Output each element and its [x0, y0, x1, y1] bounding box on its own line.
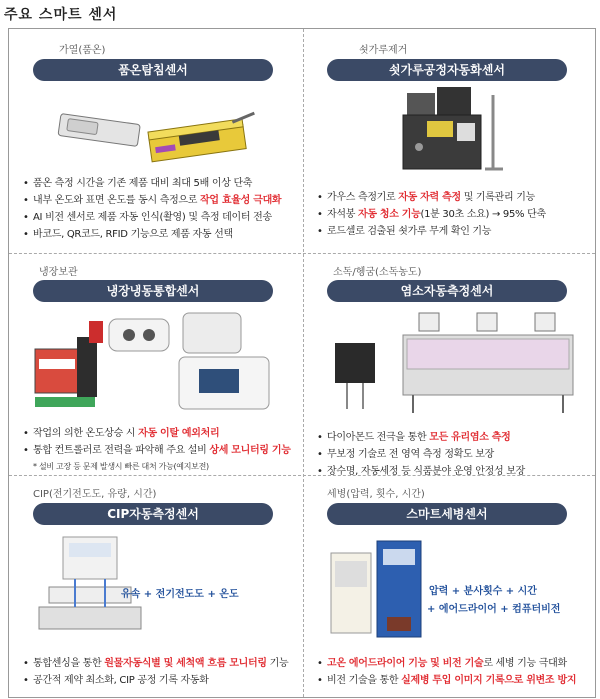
feature-item: • 품온 측정 시간을 기존 제품 대비 최대 5배 이상 단축 — [23, 175, 295, 192]
bottle-washer-illustration — [327, 533, 427, 645]
sensor-card-probe — [9, 29, 301, 253]
sensor-card-refrigeration — [9, 253, 301, 475]
sensor-card-chlorine — [303, 253, 595, 475]
highlight-text: 자동 이탈 예외처리 — [138, 428, 220, 439]
feature-list — [317, 429, 589, 475]
feature-item: • 무보정 기술로 전 영역 측정 정확도 보장 — [317, 446, 589, 463]
feature-item: • 로드셀로 검출된 쇳가루 무게 확인 기능 — [317, 223, 589, 240]
caption-line: 압력 + 분사횟수 + 시간 — [429, 586, 537, 597]
feature-item: • 작업의 의한 온도상승 시 자동 이탈 예외처리 — [23, 425, 295, 442]
feature-item: • 고온 에어드라이어 기능 및 비전 기술로 세병 기능 극대화 — [317, 655, 589, 672]
sensor-title-pill: 품온탐침센서 — [33, 59, 273, 81]
feature-item: • 비전 기술을 통한 실제병 투입 이미지 기록으로 위변조 방지 — [317, 672, 589, 689]
feature-item: • 다이아몬드 전극을 통한 모든 유리염소 측정 — [317, 429, 589, 446]
feature-item: • 가우스 측정기로 자동 자력 측정 및 기록관리 기능 — [317, 189, 589, 206]
sensor-card-cip — [9, 475, 301, 697]
highlight-text: 작업 효율성 극대화 — [200, 195, 282, 206]
iron-powder-machine-illustration — [393, 85, 513, 171]
chlorine-sensor-illustration — [323, 309, 583, 419]
feature-item: • 장수명, 자동세정 등 식품분야 운영 안정성 보장 — [317, 463, 589, 475]
feature-list — [317, 189, 589, 240]
highlight-text: 상세 모니터링 기능 — [209, 445, 291, 456]
feature-item: • 통합 컨트롤러로 전력을 파악해 주요 설비 상세 모니터링 기능 — [23, 442, 295, 459]
highlight-text: 원물자동식별 및 세척액 흐름 모니터링 — [104, 658, 267, 669]
highlight-text: 모든 유리염소 측정 — [429, 432, 511, 443]
sensor-grid — [8, 28, 596, 698]
feature-list — [317, 655, 589, 689]
highlight-text: 자동 자력 측정 — [398, 192, 461, 203]
feature-item: • 공간적 제약 최소화, CIP 공정 기록 자동화 — [23, 672, 295, 689]
measurement-caption: 유속 + 전기전도도 + 온도 — [121, 589, 239, 600]
feature-list — [23, 175, 295, 243]
page-title: 주요 스마트 센서 — [4, 7, 118, 23]
category-label: 가열(품온) — [59, 45, 106, 56]
sensor-title-pill: 쇳가루공정자동화센서 — [327, 59, 567, 81]
probe-sensor-illustration — [49, 91, 259, 171]
feature-item: • 통합센싱을 통한 원물자동식별 및 세척액 흐름 모니터링 기능 — [23, 655, 295, 672]
footnote: * 설비 고장 등 문제 발생시 빠른 대처 가능(예지보전) — [33, 462, 209, 471]
highlight-text: 고온 에어드라이어 기능 및 비전 기술 — [327, 658, 484, 669]
sensor-title-pill: 염소자동측정센서 — [327, 280, 567, 302]
highlight-text: 자동 청소 기능 — [357, 209, 421, 220]
feature-item: • AI 비전 센서로 제품 자동 인식(촬영) 및 측정 데이터 전송 — [23, 209, 295, 226]
category-label: 세병(압력, 횟수, 시간) — [327, 489, 425, 500]
refrigeration-devices-illustration — [29, 309, 289, 415]
sensor-title-pill: 스마트세병센서 — [327, 503, 567, 525]
category-label: 소독/헹굼(소독농도) — [333, 267, 422, 278]
feature-item: • 내부 온도와 표면 온도를 동시 측정으로 작업 효율성 극대화 — [23, 192, 295, 209]
highlight-text: 실제병 투입 이미지 기록으로 위변조 방지 — [401, 675, 577, 686]
feature-list — [23, 655, 295, 689]
sensor-card-bottle-washing — [303, 475, 595, 697]
sensor-title-pill: CIP자동측정센서 — [33, 503, 273, 525]
sensor-card-iron-powder — [303, 29, 595, 253]
feature-item: • 바코드, QR코드, RFID 기능으로 제품 자동 선택 — [23, 226, 295, 243]
category-label: 냉장보관 — [39, 267, 78, 278]
measurement-caption — [427, 583, 560, 619]
category-label: 쇳가루제거 — [359, 45, 408, 56]
feature-item: • 자석봉 자동 청소 기능(1분 30초 소요) → 95% 단축 — [317, 206, 589, 223]
caption-line: + 에어드라이어 + 컴퓨터비전 — [427, 604, 561, 615]
category-label: CIP(전기전도도, 유량, 시간) — [33, 489, 157, 500]
sensor-title-pill: 냉장냉동통합센서 — [33, 280, 273, 302]
feature-list — [23, 425, 295, 459]
